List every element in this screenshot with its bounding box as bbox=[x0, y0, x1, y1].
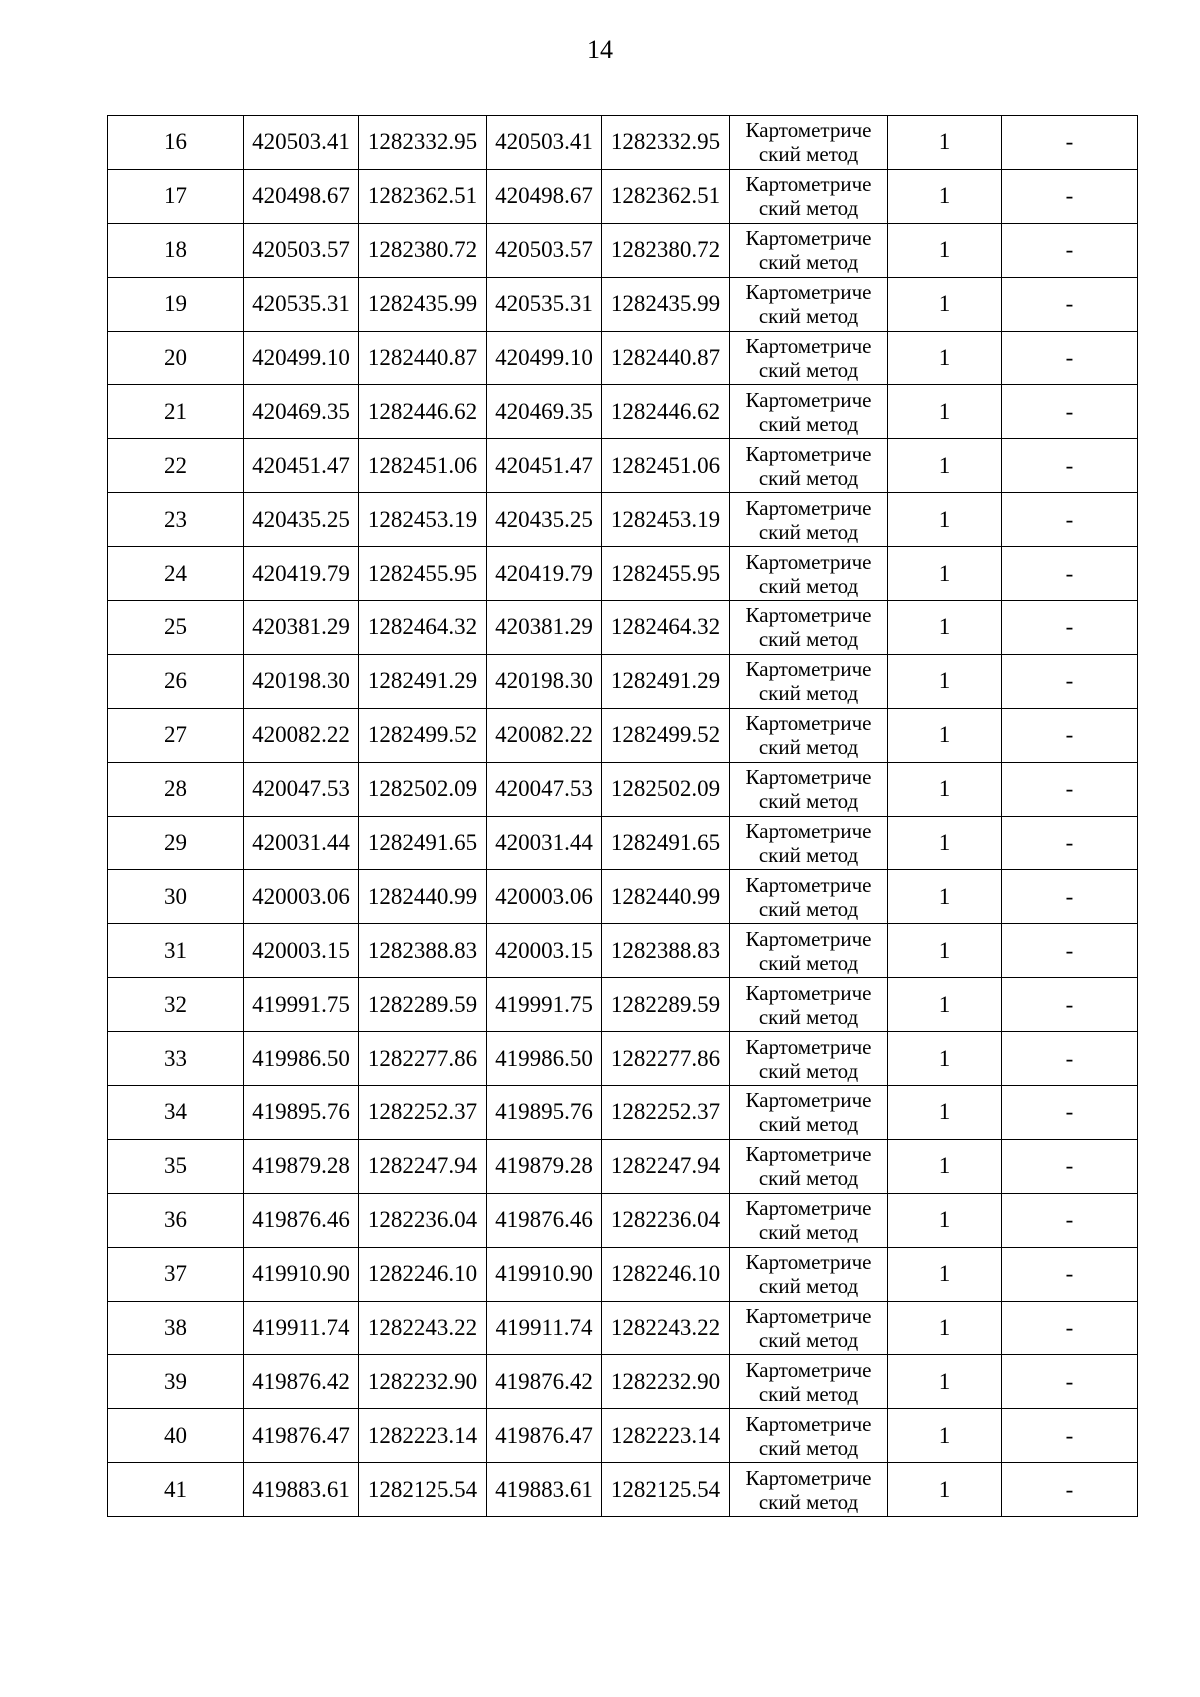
coordinates-table bbox=[107, 115, 1138, 1517]
method-text-line-2: ский метод bbox=[758, 411, 859, 436]
table-row bbox=[108, 762, 1138, 816]
method-text-line-2: ский метод bbox=[758, 681, 859, 706]
method-text-line-2: ский метод bbox=[758, 1381, 859, 1406]
point-number-cell: 34 bbox=[108, 1086, 244, 1140]
x-refined-cell: 420031.44 bbox=[487, 816, 602, 870]
x-existing-cell: 419876.46 bbox=[244, 1193, 359, 1247]
note-cell: - bbox=[1002, 762, 1138, 816]
method-cell bbox=[730, 1086, 888, 1140]
accuracy-cell: 1 bbox=[888, 223, 1002, 277]
x-existing-cell: 420031.44 bbox=[244, 816, 359, 870]
table-row bbox=[108, 1139, 1138, 1193]
y-refined-cell: 1282247.94 bbox=[602, 1139, 730, 1193]
y-refined-cell: 1282243.22 bbox=[602, 1301, 730, 1355]
y-refined-cell: 1282362.51 bbox=[602, 169, 730, 223]
x-existing-cell: 420535.31 bbox=[244, 277, 359, 331]
point-number-cell: 38 bbox=[108, 1301, 244, 1355]
method-text-line-2: ский метод bbox=[758, 1058, 859, 1083]
x-existing-cell: 419986.50 bbox=[244, 1032, 359, 1086]
x-existing-cell: 420381.29 bbox=[244, 601, 359, 655]
table-row bbox=[108, 1355, 1138, 1409]
table-row bbox=[108, 1032, 1138, 1086]
x-refined-cell: 420469.35 bbox=[487, 385, 602, 439]
point-number-cell: 21 bbox=[108, 385, 244, 439]
method-text-line-1: Картометриче bbox=[745, 603, 872, 628]
point-number-cell: 26 bbox=[108, 654, 244, 708]
table-row bbox=[108, 277, 1138, 331]
x-existing-cell: 420082.22 bbox=[244, 708, 359, 762]
method-text-line-2: ский метод bbox=[758, 789, 859, 814]
table-row bbox=[108, 870, 1138, 924]
point-number-cell: 31 bbox=[108, 924, 244, 978]
y-existing-cell: 1282247.94 bbox=[359, 1139, 487, 1193]
accuracy-cell: 1 bbox=[888, 1409, 1002, 1463]
note-cell: - bbox=[1002, 1409, 1138, 1463]
method-cell bbox=[730, 331, 888, 385]
method-text-line-1: Картометриче bbox=[745, 872, 872, 897]
y-refined-cell: 1282502.09 bbox=[602, 762, 730, 816]
method-cell bbox=[730, 1139, 888, 1193]
method-cell bbox=[730, 1355, 888, 1409]
method-cell bbox=[730, 439, 888, 493]
x-existing-cell: 420047.53 bbox=[244, 762, 359, 816]
table-row bbox=[108, 816, 1138, 870]
method-text-line-1: Картометриче bbox=[745, 226, 872, 251]
y-existing-cell: 1282502.09 bbox=[359, 762, 487, 816]
point-number-cell: 17 bbox=[108, 169, 244, 223]
table-row bbox=[108, 547, 1138, 601]
x-existing-cell: 420419.79 bbox=[244, 547, 359, 601]
accuracy-cell: 1 bbox=[888, 762, 1002, 816]
y-existing-cell: 1282435.99 bbox=[359, 277, 487, 331]
accuracy-cell: 1 bbox=[888, 870, 1002, 924]
x-refined-cell: 419910.90 bbox=[487, 1247, 602, 1301]
note-cell: - bbox=[1002, 654, 1138, 708]
method-cell bbox=[730, 924, 888, 978]
accuracy-cell: 1 bbox=[888, 1086, 1002, 1140]
x-refined-cell: 420003.15 bbox=[487, 924, 602, 978]
y-refined-cell: 1282289.59 bbox=[602, 978, 730, 1032]
method-cell bbox=[730, 762, 888, 816]
note-cell: - bbox=[1002, 1139, 1138, 1193]
x-refined-cell: 420503.57 bbox=[487, 223, 602, 277]
method-text-line-1: Картометриче bbox=[745, 387, 872, 412]
accuracy-cell: 1 bbox=[888, 1139, 1002, 1193]
x-refined-cell: 420451.47 bbox=[487, 439, 602, 493]
y-existing-cell: 1282455.95 bbox=[359, 547, 487, 601]
y-refined-cell: 1282125.54 bbox=[602, 1463, 730, 1517]
x-existing-cell: 419876.47 bbox=[244, 1409, 359, 1463]
y-refined-cell: 1282446.62 bbox=[602, 385, 730, 439]
x-existing-cell: 419879.28 bbox=[244, 1139, 359, 1193]
method-text-line-2: ский метод bbox=[758, 1220, 859, 1245]
y-refined-cell: 1282464.32 bbox=[602, 601, 730, 655]
method-text-line-2: ский метод bbox=[758, 519, 859, 544]
note-cell: - bbox=[1002, 385, 1138, 439]
note-cell: - bbox=[1002, 1193, 1138, 1247]
accuracy-cell: 1 bbox=[888, 978, 1002, 1032]
method-text-line-2: ский метод bbox=[758, 1274, 859, 1299]
method-cell bbox=[730, 816, 888, 870]
y-existing-cell: 1282440.87 bbox=[359, 331, 487, 385]
method-cell bbox=[730, 169, 888, 223]
table-row bbox=[108, 1409, 1138, 1463]
x-existing-cell: 420503.41 bbox=[244, 116, 359, 170]
accuracy-cell: 1 bbox=[888, 601, 1002, 655]
x-refined-cell: 419876.42 bbox=[487, 1355, 602, 1409]
method-text-line-1: Картометриче bbox=[745, 657, 872, 682]
x-existing-cell: 420003.15 bbox=[244, 924, 359, 978]
y-existing-cell: 1282388.83 bbox=[359, 924, 487, 978]
point-number-cell: 27 bbox=[108, 708, 244, 762]
method-text-line-1: Картометриче bbox=[745, 1196, 872, 1221]
note-cell: - bbox=[1002, 1463, 1138, 1517]
method-text-line-1: Картометриче bbox=[745, 441, 872, 466]
x-refined-cell: 420435.25 bbox=[487, 493, 602, 547]
page-number: 14 bbox=[587, 35, 613, 64]
point-number-cell: 18 bbox=[108, 223, 244, 277]
note-cell: - bbox=[1002, 1032, 1138, 1086]
method-text-line-1: Картометриче bbox=[745, 172, 872, 197]
note-cell: - bbox=[1002, 870, 1138, 924]
method-text-line-2: ский метод bbox=[758, 1435, 859, 1460]
accuracy-cell: 1 bbox=[888, 1301, 1002, 1355]
x-existing-cell: 420503.57 bbox=[244, 223, 359, 277]
x-existing-cell: 420003.06 bbox=[244, 870, 359, 924]
accuracy-cell: 1 bbox=[888, 708, 1002, 762]
method-cell bbox=[730, 1247, 888, 1301]
x-refined-cell: 420381.29 bbox=[487, 601, 602, 655]
x-existing-cell: 420435.25 bbox=[244, 493, 359, 547]
table-row bbox=[108, 116, 1138, 170]
accuracy-cell: 1 bbox=[888, 1032, 1002, 1086]
y-refined-cell: 1282380.72 bbox=[602, 223, 730, 277]
y-existing-cell: 1282125.54 bbox=[359, 1463, 487, 1517]
method-text-line-1: Картометриче bbox=[745, 1142, 872, 1167]
point-number-cell: 36 bbox=[108, 1193, 244, 1247]
x-refined-cell: 420535.31 bbox=[487, 277, 602, 331]
accuracy-cell: 1 bbox=[888, 924, 1002, 978]
note-cell: - bbox=[1002, 331, 1138, 385]
x-existing-cell: 420198.30 bbox=[244, 654, 359, 708]
point-number-cell: 39 bbox=[108, 1355, 244, 1409]
y-existing-cell: 1282232.90 bbox=[359, 1355, 487, 1409]
y-existing-cell: 1282380.72 bbox=[359, 223, 487, 277]
table-row bbox=[108, 654, 1138, 708]
method-text-line-2: ский метод bbox=[758, 896, 859, 921]
note-cell: - bbox=[1002, 1086, 1138, 1140]
table-row bbox=[108, 223, 1138, 277]
x-refined-cell: 420047.53 bbox=[487, 762, 602, 816]
method-text-line-1: Картометриче bbox=[745, 1088, 872, 1113]
y-refined-cell: 1282451.06 bbox=[602, 439, 730, 493]
y-refined-cell: 1282453.19 bbox=[602, 493, 730, 547]
table-row bbox=[108, 1301, 1138, 1355]
x-existing-cell: 420498.67 bbox=[244, 169, 359, 223]
method-text-line-2: ский метод bbox=[758, 196, 859, 221]
accuracy-cell: 1 bbox=[888, 1355, 1002, 1409]
method-text-line-1: Картометриче bbox=[745, 819, 872, 844]
table-row bbox=[108, 978, 1138, 1032]
point-number-cell: 32 bbox=[108, 978, 244, 1032]
point-number-cell: 33 bbox=[108, 1032, 244, 1086]
table-row bbox=[108, 331, 1138, 385]
point-number-cell: 35 bbox=[108, 1139, 244, 1193]
method-text-line-1: Картометриче bbox=[745, 765, 872, 790]
table-row bbox=[108, 385, 1138, 439]
y-existing-cell: 1282223.14 bbox=[359, 1409, 487, 1463]
note-cell: - bbox=[1002, 116, 1138, 170]
y-refined-cell: 1282440.87 bbox=[602, 331, 730, 385]
x-refined-cell: 419879.28 bbox=[487, 1139, 602, 1193]
method-cell bbox=[730, 1032, 888, 1086]
method-cell bbox=[730, 223, 888, 277]
y-existing-cell: 1282453.19 bbox=[359, 493, 487, 547]
note-cell: - bbox=[1002, 1247, 1138, 1301]
accuracy-cell: 1 bbox=[888, 277, 1002, 331]
method-cell bbox=[730, 1193, 888, 1247]
accuracy-cell: 1 bbox=[888, 547, 1002, 601]
x-refined-cell: 419883.61 bbox=[487, 1463, 602, 1517]
x-existing-cell: 419991.75 bbox=[244, 978, 359, 1032]
table-row bbox=[108, 169, 1138, 223]
method-text-line-1: Картометриче bbox=[745, 280, 872, 305]
y-existing-cell: 1282491.29 bbox=[359, 654, 487, 708]
note-cell: - bbox=[1002, 708, 1138, 762]
x-existing-cell: 419876.42 bbox=[244, 1355, 359, 1409]
point-number-cell: 24 bbox=[108, 547, 244, 601]
method-cell bbox=[730, 978, 888, 1032]
note-cell: - bbox=[1002, 1301, 1138, 1355]
y-existing-cell: 1282243.22 bbox=[359, 1301, 487, 1355]
accuracy-cell: 1 bbox=[888, 439, 1002, 493]
method-text-line-1: Картометриче bbox=[745, 1304, 872, 1329]
y-refined-cell: 1282332.95 bbox=[602, 116, 730, 170]
method-text-line-2: ский метод bbox=[758, 950, 859, 975]
accuracy-cell: 1 bbox=[888, 385, 1002, 439]
x-existing-cell: 419910.90 bbox=[244, 1247, 359, 1301]
table-row bbox=[108, 1193, 1138, 1247]
y-refined-cell: 1282252.37 bbox=[602, 1086, 730, 1140]
y-refined-cell: 1282388.83 bbox=[602, 924, 730, 978]
y-refined-cell: 1282435.99 bbox=[602, 277, 730, 331]
method-text-line-1: Картометриче bbox=[745, 118, 872, 143]
table-row bbox=[108, 601, 1138, 655]
point-number-cell: 41 bbox=[108, 1463, 244, 1517]
table-row bbox=[108, 708, 1138, 762]
method-cell bbox=[730, 601, 888, 655]
method-cell bbox=[730, 1409, 888, 1463]
method-text-line-2: ский метод bbox=[758, 250, 859, 275]
point-number-cell: 30 bbox=[108, 870, 244, 924]
method-text-line-1: Картометриче bbox=[745, 926, 872, 951]
method-text-line-2: ский метод bbox=[758, 465, 859, 490]
x-refined-cell: 420419.79 bbox=[487, 547, 602, 601]
y-existing-cell: 1282451.06 bbox=[359, 439, 487, 493]
x-refined-cell: 419876.47 bbox=[487, 1409, 602, 1463]
method-text-line-1: Картометриче bbox=[745, 1250, 872, 1275]
method-text-line-2: ский метод bbox=[758, 142, 859, 167]
point-number-cell: 40 bbox=[108, 1409, 244, 1463]
method-text-line-1: Картометриче bbox=[745, 549, 872, 574]
y-existing-cell: 1282440.99 bbox=[359, 870, 487, 924]
method-text-line-1: Картометриче bbox=[745, 980, 872, 1005]
y-existing-cell: 1282491.65 bbox=[359, 816, 487, 870]
accuracy-cell: 1 bbox=[888, 1247, 1002, 1301]
note-cell: - bbox=[1002, 439, 1138, 493]
method-text-line-1: Картометриче bbox=[745, 1034, 872, 1059]
x-refined-cell: 419986.50 bbox=[487, 1032, 602, 1086]
note-cell: - bbox=[1002, 1355, 1138, 1409]
table-row bbox=[108, 1247, 1138, 1301]
x-refined-cell: 420503.41 bbox=[487, 116, 602, 170]
point-number-cell: 37 bbox=[108, 1247, 244, 1301]
point-number-cell: 20 bbox=[108, 331, 244, 385]
x-existing-cell: 419911.74 bbox=[244, 1301, 359, 1355]
method-text-line-2: ский метод bbox=[758, 735, 859, 760]
table-row bbox=[108, 1463, 1138, 1517]
method-text-line-2: ский метод bbox=[758, 627, 859, 652]
x-refined-cell: 420499.10 bbox=[487, 331, 602, 385]
method-cell bbox=[730, 493, 888, 547]
method-cell bbox=[730, 1463, 888, 1517]
table-row bbox=[108, 924, 1138, 978]
note-cell: - bbox=[1002, 277, 1138, 331]
method-text-line-2: ский метод bbox=[758, 1328, 859, 1353]
accuracy-cell: 1 bbox=[888, 116, 1002, 170]
method-cell bbox=[730, 870, 888, 924]
y-refined-cell: 1282277.86 bbox=[602, 1032, 730, 1086]
x-refined-cell: 419911.74 bbox=[487, 1301, 602, 1355]
method-text-line-2: ский метод bbox=[758, 843, 859, 868]
accuracy-cell: 1 bbox=[888, 1193, 1002, 1247]
table-row bbox=[108, 439, 1138, 493]
y-refined-cell: 1282440.99 bbox=[602, 870, 730, 924]
note-cell: - bbox=[1002, 924, 1138, 978]
method-text-line-1: Картометриче bbox=[745, 1465, 872, 1490]
method-text-line-2: ский метод bbox=[758, 1004, 859, 1029]
y-existing-cell: 1282362.51 bbox=[359, 169, 487, 223]
accuracy-cell: 1 bbox=[888, 331, 1002, 385]
x-existing-cell: 419883.61 bbox=[244, 1463, 359, 1517]
accuracy-cell: 1 bbox=[888, 1463, 1002, 1517]
x-refined-cell: 420003.06 bbox=[487, 870, 602, 924]
x-refined-cell: 419991.75 bbox=[487, 978, 602, 1032]
method-text-line-1: Картометриче bbox=[745, 1411, 872, 1436]
point-number-cell: 23 bbox=[108, 493, 244, 547]
x-refined-cell: 420082.22 bbox=[487, 708, 602, 762]
y-existing-cell: 1282246.10 bbox=[359, 1247, 487, 1301]
accuracy-cell: 1 bbox=[888, 169, 1002, 223]
y-refined-cell: 1282236.04 bbox=[602, 1193, 730, 1247]
method-text-line-1: Картометриче bbox=[745, 334, 872, 358]
note-cell: - bbox=[1002, 223, 1138, 277]
point-number-cell: 19 bbox=[108, 277, 244, 331]
method-cell bbox=[730, 708, 888, 762]
note-cell: - bbox=[1002, 547, 1138, 601]
x-existing-cell: 419895.76 bbox=[244, 1086, 359, 1140]
point-number-cell: 25 bbox=[108, 601, 244, 655]
table-row bbox=[108, 493, 1138, 547]
note-cell: - bbox=[1002, 169, 1138, 223]
point-number-cell: 16 bbox=[108, 116, 244, 170]
x-refined-cell: 420198.30 bbox=[487, 654, 602, 708]
y-existing-cell: 1282332.95 bbox=[359, 116, 487, 170]
accuracy-cell: 1 bbox=[888, 816, 1002, 870]
y-existing-cell: 1282499.52 bbox=[359, 708, 487, 762]
x-refined-cell: 420498.67 bbox=[487, 169, 602, 223]
y-existing-cell: 1282252.37 bbox=[359, 1086, 487, 1140]
method-text-line-1: Картометриче bbox=[745, 1357, 872, 1382]
x-refined-cell: 419876.46 bbox=[487, 1193, 602, 1247]
y-refined-cell: 1282491.65 bbox=[602, 816, 730, 870]
method-text-line-1: Картометриче bbox=[745, 495, 872, 520]
method-cell bbox=[730, 277, 888, 331]
point-number-cell: 22 bbox=[108, 439, 244, 493]
method-text-line-2: ский метод bbox=[758, 304, 859, 329]
y-refined-cell: 1282491.29 bbox=[602, 654, 730, 708]
point-number-cell: 29 bbox=[108, 816, 244, 870]
accuracy-cell: 1 bbox=[888, 654, 1002, 708]
note-cell: - bbox=[1002, 601, 1138, 655]
method-cell bbox=[730, 1301, 888, 1355]
method-cell bbox=[730, 654, 888, 708]
note-cell: - bbox=[1002, 978, 1138, 1032]
y-existing-cell: 1282289.59 bbox=[359, 978, 487, 1032]
method-cell bbox=[730, 385, 888, 439]
note-cell: - bbox=[1002, 493, 1138, 547]
method-text-line-2: ский метод bbox=[758, 573, 859, 598]
method-text-line-2: ский метод bbox=[758, 1112, 859, 1137]
y-existing-cell: 1282464.32 bbox=[359, 601, 487, 655]
y-refined-cell: 1282232.90 bbox=[602, 1355, 730, 1409]
method-text-line-2: ский метод bbox=[758, 1166, 859, 1191]
y-existing-cell: 1282236.04 bbox=[359, 1193, 487, 1247]
method-text-line-1: Картометриче bbox=[745, 711, 872, 736]
y-refined-cell: 1282455.95 bbox=[602, 547, 730, 601]
method-text-line-2: ский метод bbox=[758, 1489, 859, 1514]
accuracy-cell: 1 bbox=[888, 493, 1002, 547]
table-body bbox=[108, 116, 1138, 1517]
y-refined-cell: 1282499.52 bbox=[602, 708, 730, 762]
point-number-cell: 28 bbox=[108, 762, 244, 816]
method-text-line-2: ский метод bbox=[758, 358, 859, 382]
x-refined-cell: 419895.76 bbox=[487, 1086, 602, 1140]
note-cell: - bbox=[1002, 816, 1138, 870]
method-cell bbox=[730, 116, 888, 170]
x-existing-cell: 420499.10 bbox=[244, 331, 359, 385]
method-cell bbox=[730, 547, 888, 601]
table-row bbox=[108, 1086, 1138, 1140]
x-existing-cell: 420451.47 bbox=[244, 439, 359, 493]
y-existing-cell: 1282446.62 bbox=[359, 385, 487, 439]
y-refined-cell: 1282246.10 bbox=[602, 1247, 730, 1301]
y-refined-cell: 1282223.14 bbox=[602, 1409, 730, 1463]
y-existing-cell: 1282277.86 bbox=[359, 1032, 487, 1086]
x-existing-cell: 420469.35 bbox=[244, 385, 359, 439]
